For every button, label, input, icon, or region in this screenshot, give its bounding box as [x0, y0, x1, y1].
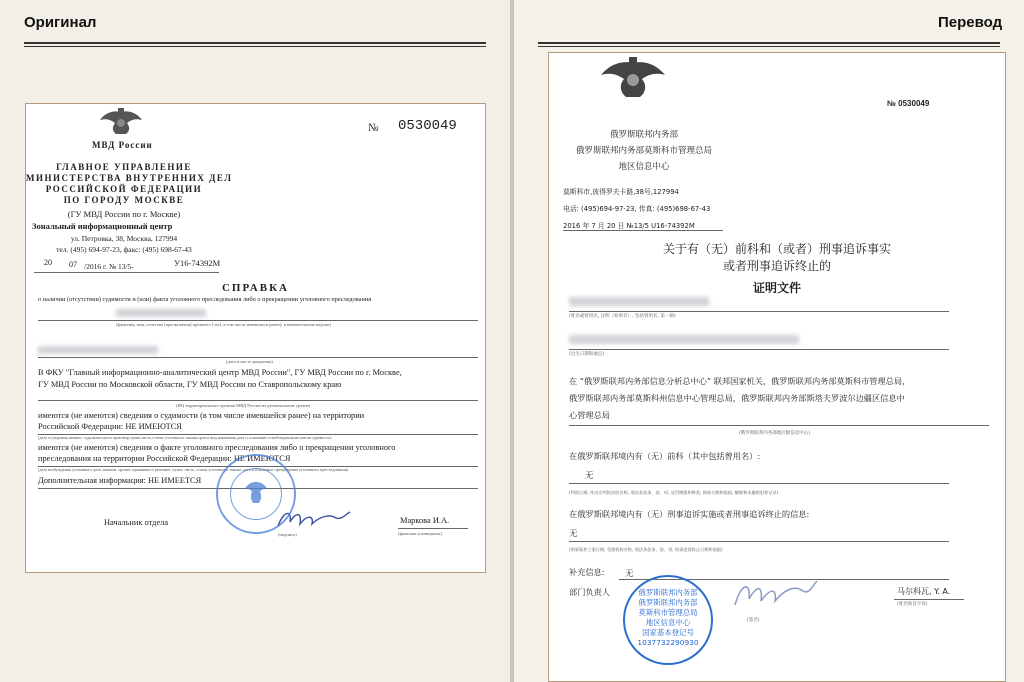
address: ул. Петровка, 38, Москва, 127994 [70, 234, 178, 243]
translation-name-rule [569, 311, 949, 312]
translation-official-name: 马尔科瓦, Y. A. [897, 587, 951, 596]
head-of-department: Начальник отдела [104, 518, 169, 527]
original-document [25, 103, 486, 573]
name-caption: (фамилия, имя, отчество (при наличии) прежнего (-их), в том числе имевшиеся ранее), в именительном падеже) [116, 322, 332, 327]
certificate-purpose: о наличии (отсутствии) судимости и (или) факта уголовного преследования либо о прекращении уголовного преследования [38, 296, 372, 303]
phones: тел. (495) 694-97-23, факс: (495) 698-67-43 [56, 245, 192, 254]
original-panel [0, 0, 510, 682]
translation-conviction-rule [569, 483, 949, 484]
original-header-rule [24, 42, 486, 47]
agencies-rule [38, 400, 478, 401]
signature-caption: (подпись) [278, 532, 297, 537]
translation-additional-label: 补充信息: [569, 567, 605, 577]
translation-date-rule [563, 230, 723, 231]
translation-signature-caption: (签名) [747, 618, 760, 623]
agencies-text: В ФКУ "Главный информационно-аналитический центр МВД России", ГУ МВД России по г. Москве, ГУ МВД России по Московской области, ГУ МВД России по Ставропольскому краю [38, 368, 402, 389]
translation-document [548, 52, 1006, 682]
translation-prosecution-rule [569, 541, 949, 542]
translation-agencies-text: 在 “俄罗斯联邦内务部信息分析总中心” 联邦国家机关，俄罗斯联邦内务部莫斯科市管理总局， 俄罗斯联邦内务部莫斯科州信息中心管理总局，俄罗斯联邦内务部斯塔夫罗波尔边疆区信息中 心管理总局 [569, 376, 911, 420]
info-center-name: Зональный информационный центр [32, 221, 173, 231]
translation-prosecution-label: 在俄罗斯联邦境内有（无）刑事追诉实施或者刑事追诉终止的信息: [569, 509, 810, 519]
translation-phones: 电话: (495)694-97-23, 传真: (495)698-67-43 [563, 205, 711, 213]
translation-certificate-title: 证明文件 [752, 281, 801, 295]
translation-header: Перевод [938, 14, 1003, 31]
signature-icon [729, 573, 819, 613]
agencies-caption: (ИЦ территориальных органов МВД России на региональном уровне) [176, 403, 311, 408]
number-label: № [368, 122, 379, 134]
translation-number: № 0530049 [887, 99, 930, 108]
translation-agencies-rule [569, 425, 989, 426]
certificate-title: СПРАВКА [221, 282, 289, 294]
prosecution-text: имеются (не имеются) сведения о факте уголовного преследования либо о прекращении уголовного преследования на территории Российской Федерации: НЕ ИМЕЮТСЯ [38, 443, 396, 463]
prosecution-caption: (дата возбуждения уголовного дела, наимен. органа, принявшего решение, пункт, часть, статья уголовного закона, дата и основание прекращения уголовного преследования) [38, 467, 349, 472]
conviction-text: имеются (не имеются) сведения о судимости (в том числе имевшейся ранее) на территории Российской Федерации: НЕ ИМЕЮТСЯ [38, 411, 365, 431]
ministry-title: ГЛАВНОЕ УПРАВЛЕНИЕ МИНИСТЕРСТВА ВНУТРЕННИХ ДЕЛ РОССИЙСКОЙ ФЕДЕРАЦИИ ПО ГОРОДУ МОСКВЕ [26, 162, 233, 205]
reference-code: У16-74392М [174, 258, 221, 268]
birth-rule [38, 357, 478, 358]
redacted-name [116, 309, 206, 317]
date-year-ref: /2016 г. № 13/5- [84, 262, 134, 271]
translation-org: 俄罗斯联邦内务部 俄罗斯联邦内务部莫斯科市管理总局 地区信息中心 [575, 130, 712, 172]
redacted-birth [38, 346, 158, 354]
translation-prosecution-value: 无 [569, 529, 578, 539]
date-month: 07 [69, 260, 77, 269]
translation-name-line [894, 599, 964, 600]
conviction-caption: (дата осуждения,наимен. суда,вынесшего приговор,пункт,часть,статья уголовного закона,срок и вид наказания,дата и основание освобождения,неснятая судимость) [38, 435, 332, 440]
translation-conviction-label: 在俄罗斯联邦境内有（无）前科（其中包括曾用名）: [569, 451, 761, 461]
translation-additional-value: 无 [625, 569, 634, 579]
translation-stamp-icon: 俄罗斯联邦内务部 俄罗斯联邦内务部 莫斯科市管理总局 地区信息中心 国家基本登记号 1037732290930 [623, 575, 713, 665]
translation-name-caption: (姓名或曾用名, 注明（如果有）, 包括曾用名, 第一格) [569, 314, 676, 319]
date-rule [34, 272, 219, 273]
birth-caption: (дата и место рождения) [226, 359, 273, 364]
translation-address: 莫斯科市,彼得罗夫卡路,38号,127994 [563, 188, 679, 196]
ministry-subtitle: (ГУ МВД России по г. Москве) [67, 209, 181, 219]
original-header: Оригинал [24, 14, 97, 31]
official-name: Маркова И.А. [400, 516, 450, 525]
translation-head-of-department: 部门负责人 [569, 587, 610, 597]
translation-birth-caption: (出生日期和地点) [569, 352, 605, 357]
name-rule [38, 320, 478, 321]
official-name-caption: (фамилия и инициалы) [398, 531, 442, 536]
redacted-birth [569, 335, 799, 344]
document-number: 0530049 [398, 118, 457, 134]
translation-date-ref: 2016 年 7 月 20 日 №13/5 U16-74392M [563, 222, 695, 230]
eagle-emblem-icon [98, 108, 144, 136]
redacted-name [569, 297, 709, 306]
org-name: МВД России [92, 140, 153, 150]
additional-info: Дополнительная информация: НЕ ИМЕЕТСЯ [38, 476, 202, 485]
translation-prosecution-caption: (刑事案件立案日期, 受理机构名称, 刑法条款条、款、项, 刑事追诉终止日期和依据) [569, 547, 723, 552]
translation-conviction-value: 无 [585, 471, 594, 481]
translation-heading: 关于有（无）前科和（或者）刑事追诉事实 或者刑事追诉终止的 [662, 242, 891, 273]
date-day: 20 [44, 258, 52, 267]
translation-agencies-caption: (俄罗斯联邦内务部地区级信息中心) [739, 431, 811, 436]
translation-official-name-caption: (姓名和首字母) [897, 602, 928, 607]
translation-birth-rule [569, 349, 949, 350]
translation-header-rule [538, 42, 1000, 47]
translation-conviction-caption: (判刑日期, 作出宣判的法院名称, 刑法条款条、款、项, 处罚期限和种类, 释放日期和依据, 解除和未撤销犯罪记录) [569, 490, 779, 495]
translation-panel [514, 0, 1024, 682]
name-line [398, 528, 468, 529]
official-stamp-icon [216, 454, 296, 534]
eagle-emblem-icon [599, 57, 667, 101]
